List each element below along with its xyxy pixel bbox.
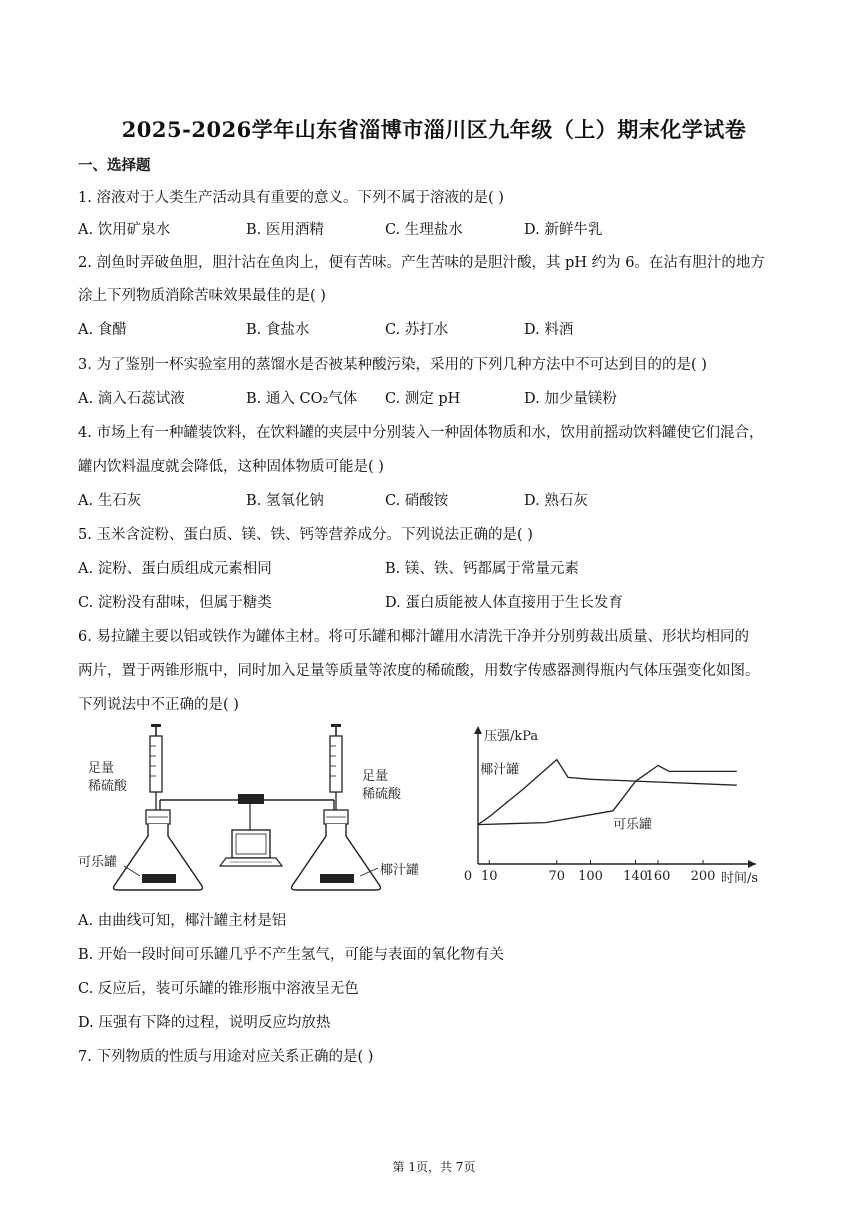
q2-option-a: A. 食醋: [78, 322, 127, 338]
x-tick-label-2: 70: [548, 869, 566, 884]
q1-option-b: B. 医用酒精: [246, 222, 324, 238]
q5-option-d: D. 蛋白质能被人体直接用于生长发育: [385, 595, 623, 611]
q4-option-c: C. 硝酸铵: [385, 493, 449, 509]
q6-stem-line1: 6. 易拉罐主要以铝或铁作为罐体主材。将可乐罐和椰汁罐用水清洗干净并分别剪裁出质量、形状均相同的: [78, 629, 749, 645]
x-tick-label-5: 160: [645, 869, 671, 884]
q5-stem: 5. 玉米含淀粉、蛋白质、镁、铁、钙等营养成分。下列说法正确的是( ): [78, 527, 533, 543]
right-reagent-label-2: 稀硫酸: [362, 787, 402, 802]
x-tick-label-0: 0: [463, 869, 473, 884]
right-flask: [292, 810, 381, 890]
left-reagent-label-2: 稀硫酸: [88, 779, 128, 794]
left-reagent-label-1: 足量: [88, 761, 115, 776]
q2-stem-line2: 涂上下列物质消除苦味效果最佳的是( ): [78, 288, 326, 304]
q2-stem-line1: 2. 剖鱼时弄破鱼胆，胆汁沾在鱼肉上，便有苦味。产生苦味的是胆汁酸，其 pH 约为 6。在沾有胆汁的地方: [78, 255, 765, 271]
left-flask: [114, 810, 203, 890]
left-can-strip: [142, 874, 176, 883]
q7-stem: 7. 下列物质的性质与用途对应关系正确的是( ): [78, 1049, 374, 1065]
q2-option-b: B. 食盐水: [246, 322, 310, 338]
q4-option-d: D. 熟石灰: [524, 493, 588, 509]
q6-option-d: D. 压强有下降的过程，说明反应均放热: [78, 1015, 331, 1031]
q5-option-c: C. 淀粉没有甜味，但属于糖类: [78, 595, 272, 611]
x-tick-label-1: 10: [480, 869, 498, 884]
q6-option-b: B. 开始一段时间可乐罐几乎不产生氢气，可能与表面的氧化物有关: [78, 947, 504, 963]
x-tick-label-6: 200: [690, 869, 716, 884]
q3-stem: 3. 为了鉴别一杯实验室用的蒸馏水是否被某种酸污染，采用的下列几种方法中不可达到目的的是( ): [78, 357, 707, 373]
q4-stem-line1: 4. 市场上有一种罐装饮料，在饮料罐的夹层中分别装入一种固体物质和水，饮用前摇动饮料罐使它们混合，: [78, 425, 764, 441]
laptop-icon: [220, 830, 282, 866]
page-footer: 第 1页，共 7页: [392, 1160, 476, 1174]
q3-option-d: D. 加少量镁粉: [524, 391, 617, 407]
section-heading: 一、选择题: [78, 157, 151, 174]
q2-option-d: D. 料酒: [524, 322, 574, 338]
sensor-block: [238, 794, 264, 804]
q5-option-a: A. 淀粉、蛋白质组成元素相同: [78, 561, 272, 577]
series-label-coconut: 椰汁罐: [480, 762, 520, 778]
q6-option-c: C. 反应后，装可乐罐的锥形瓶中溶液呈无色: [78, 981, 359, 997]
q1-option-d: D. 新鲜牛乳: [524, 222, 603, 238]
q3-option-c: C. 测定 pH: [385, 391, 461, 407]
left-flask-label: 可乐罐: [78, 855, 118, 870]
apparatus-diagram: [78, 718, 438, 900]
q4-option-b: B. 氢氧化钠: [246, 493, 324, 509]
x-axis-label: 时间/s: [720, 871, 758, 886]
y-axis-label: 压强/kPa: [484, 729, 539, 744]
q2-option-c: C. 苏打水: [385, 322, 449, 338]
right-reagent-label-1: 足量: [362, 769, 389, 784]
q1-option-a: A. 饮用矿泉水: [78, 222, 171, 238]
x-axis-arrow: [748, 860, 756, 868]
q4-option-a: A. 生石灰: [78, 493, 142, 509]
left-syringe: [150, 724, 162, 810]
right-syringe: [330, 724, 342, 810]
q3-option-b: B. 通入 CO₂气体: [246, 391, 358, 407]
q4-stem-line2: 罐内饮料温度就会降低，这种固体物质可能是( ): [78, 459, 384, 475]
q3-option-a: A. 滴入石蕊试液: [78, 391, 185, 407]
q5-option-b: B. 镁、铁、钙都属于常量元素: [385, 561, 579, 577]
right-can-strip: [320, 874, 354, 883]
y-axis-arrow: [474, 726, 482, 734]
x-tick-label-3: 100: [578, 869, 603, 884]
page-title: 2025-2026学年山东省淄博市淄川区九年级（上）期末化学试卷: [121, 117, 747, 142]
q6-stem-line2: 两片，置于两锥形瓶中，同时加入足量等质量等浓度的稀硫酸，用数字传感器测得瓶内气体压强变化如图。: [78, 663, 760, 679]
q6-stem-line3: 下列说法中不正确的是( ): [78, 697, 239, 713]
q6-option-a: A. 由曲线可知，椰汁罐主材是铝: [78, 913, 287, 929]
x-tick-label-4: 140: [623, 869, 648, 884]
q1-stem: 1. 溶液对于人类生产活动具有重要的意义。下列不属于溶液的是( ): [78, 190, 504, 206]
right-flask-label: 椰汁罐: [380, 863, 420, 878]
pressure-chart: [456, 718, 786, 898]
series-label-cola: 可乐罐: [613, 817, 653, 833]
q1-option-c: C. 生理盐水: [385, 222, 463, 238]
